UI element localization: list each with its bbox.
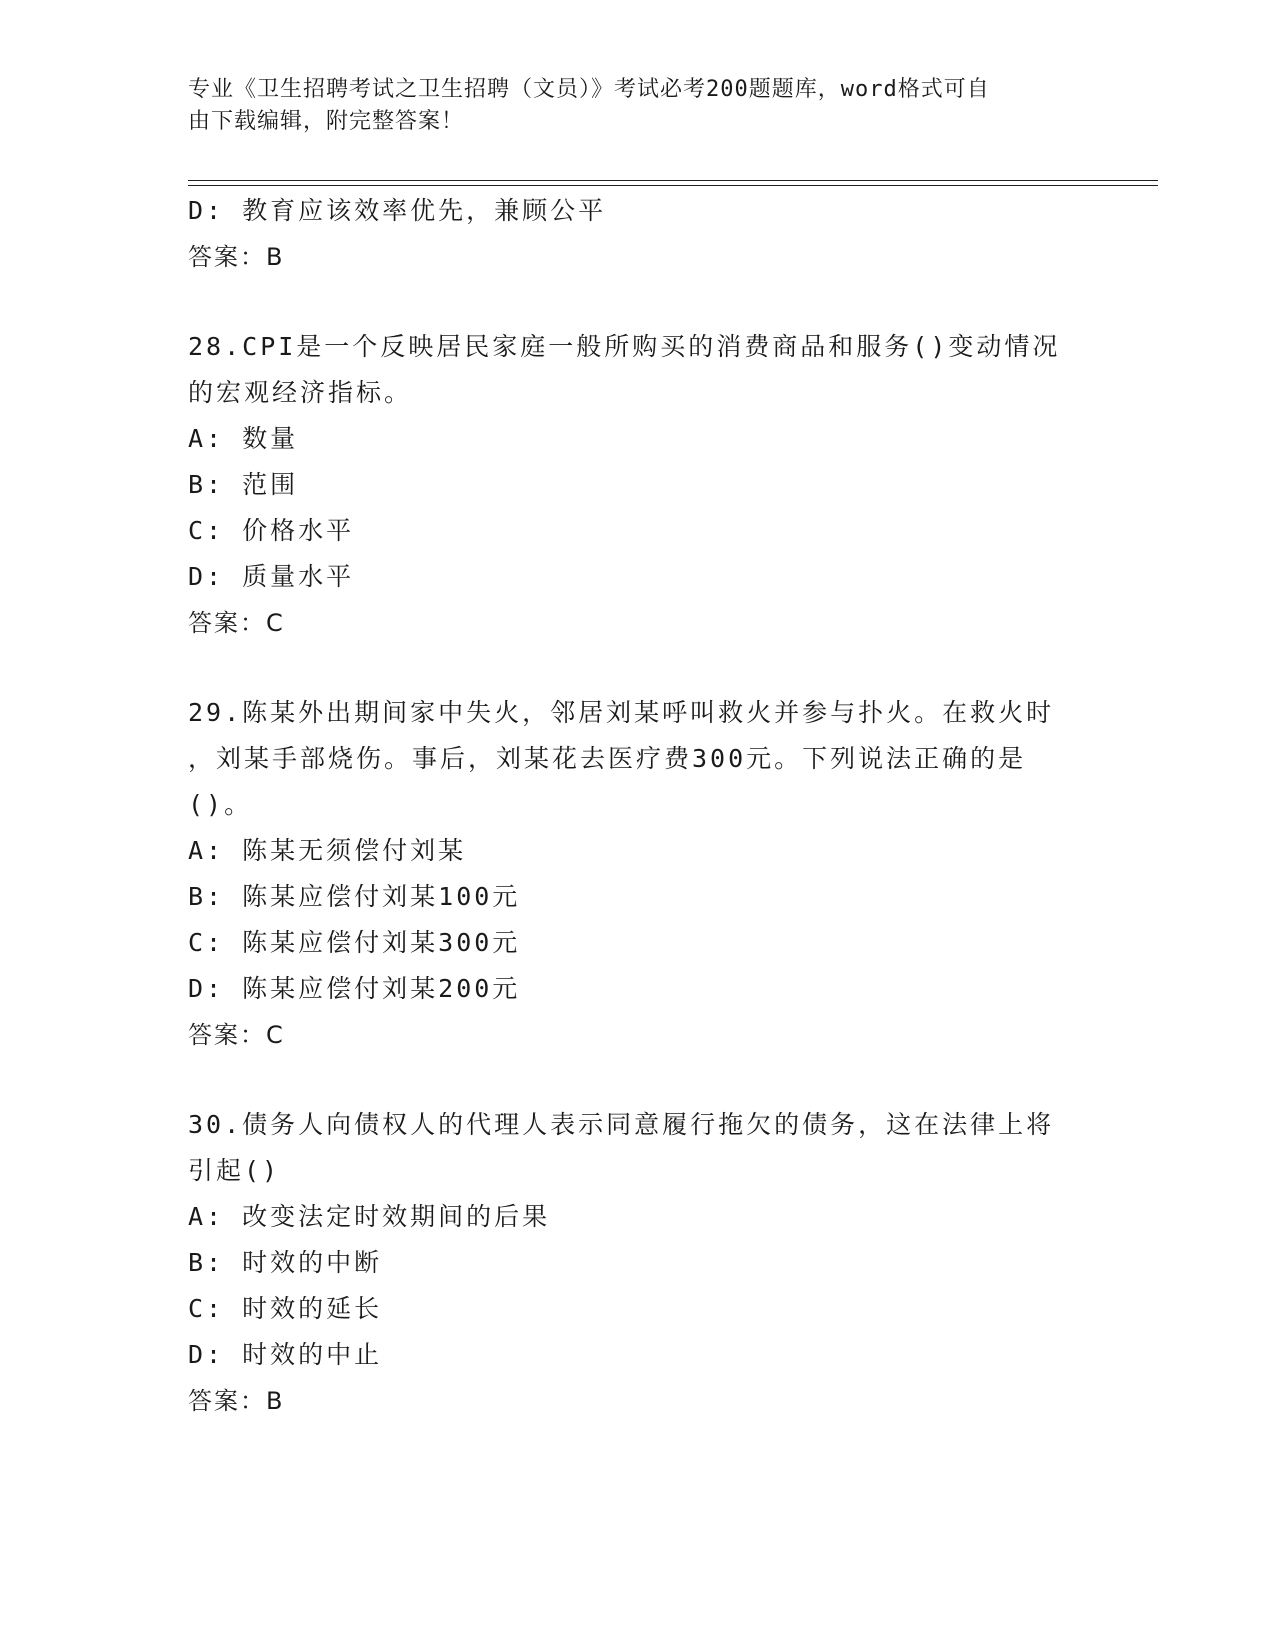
spacer [188, 280, 1088, 324]
option-b: B: 范围 [188, 470, 299, 499]
answer: 答案：C [188, 1021, 285, 1049]
document-body [188, 188, 1088, 1424]
spacer [188, 1058, 1088, 1102]
option-c: C: 价格水平 [188, 516, 355, 545]
carry-over-option-d: D: 教育应该效率优先，兼顾公平 [188, 196, 607, 225]
header-line-1: 专业《卫生招聘考试之卫生招聘（文员）》考试必考200题题库，word格式可自 [188, 77, 990, 102]
question-stem-line: ()。 [188, 790, 253, 819]
header-rule-bottom [188, 185, 1158, 186]
header-line-2: 由下载编辑，附完整答案！ [188, 109, 465, 134]
question-stem-line: 30.债务人向债权人的代理人表示同意履行拖欠的债务，这在法律上将 [188, 1110, 1055, 1139]
answer: 答案：C [188, 609, 285, 637]
spacer [188, 646, 1088, 690]
option-d: D: 陈某应偿付刘某200元 [188, 974, 521, 1003]
carry-over-answer: 答案：B [188, 243, 285, 271]
document-header [188, 74, 1068, 138]
option-b: B: 时效的中断 [188, 1248, 383, 1277]
question-29 [188, 690, 1088, 1058]
question-stem-line: ，刘某手部烧伤。事后，刘某花去医疗费300元。下列说法正确的是 [188, 744, 1027, 773]
option-a: A: 陈某无须偿付刘某 [188, 836, 467, 865]
question-stem-line: 28.CPI是一个反映居民家庭一般所购买的消费商品和服务()变动情况 [188, 332, 1061, 361]
answer: 答案：B [188, 1387, 285, 1415]
option-a: A: 改变法定时效期间的后果 [188, 1202, 551, 1231]
option-d: D: 时效的中止 [188, 1340, 383, 1369]
question-stem-line: 的宏观经济指标。 [188, 378, 413, 407]
option-c: C: 时效的延长 [188, 1294, 383, 1323]
header-rule-top [188, 180, 1158, 181]
question-stem-line: 引起() [188, 1156, 281, 1185]
question-stem-line: 29.陈某外出期间家中失火，邻居刘某呼叫救火并参与扑火。在救火时 [188, 698, 1055, 727]
option-a: A: 数量 [188, 424, 299, 453]
option-b: B: 陈某应偿付刘某100元 [188, 882, 521, 911]
option-d: D: 质量水平 [188, 562, 355, 591]
option-c: C: 陈某应偿付刘某300元 [188, 928, 521, 957]
question-30 [188, 1102, 1088, 1424]
question-28 [188, 324, 1088, 646]
